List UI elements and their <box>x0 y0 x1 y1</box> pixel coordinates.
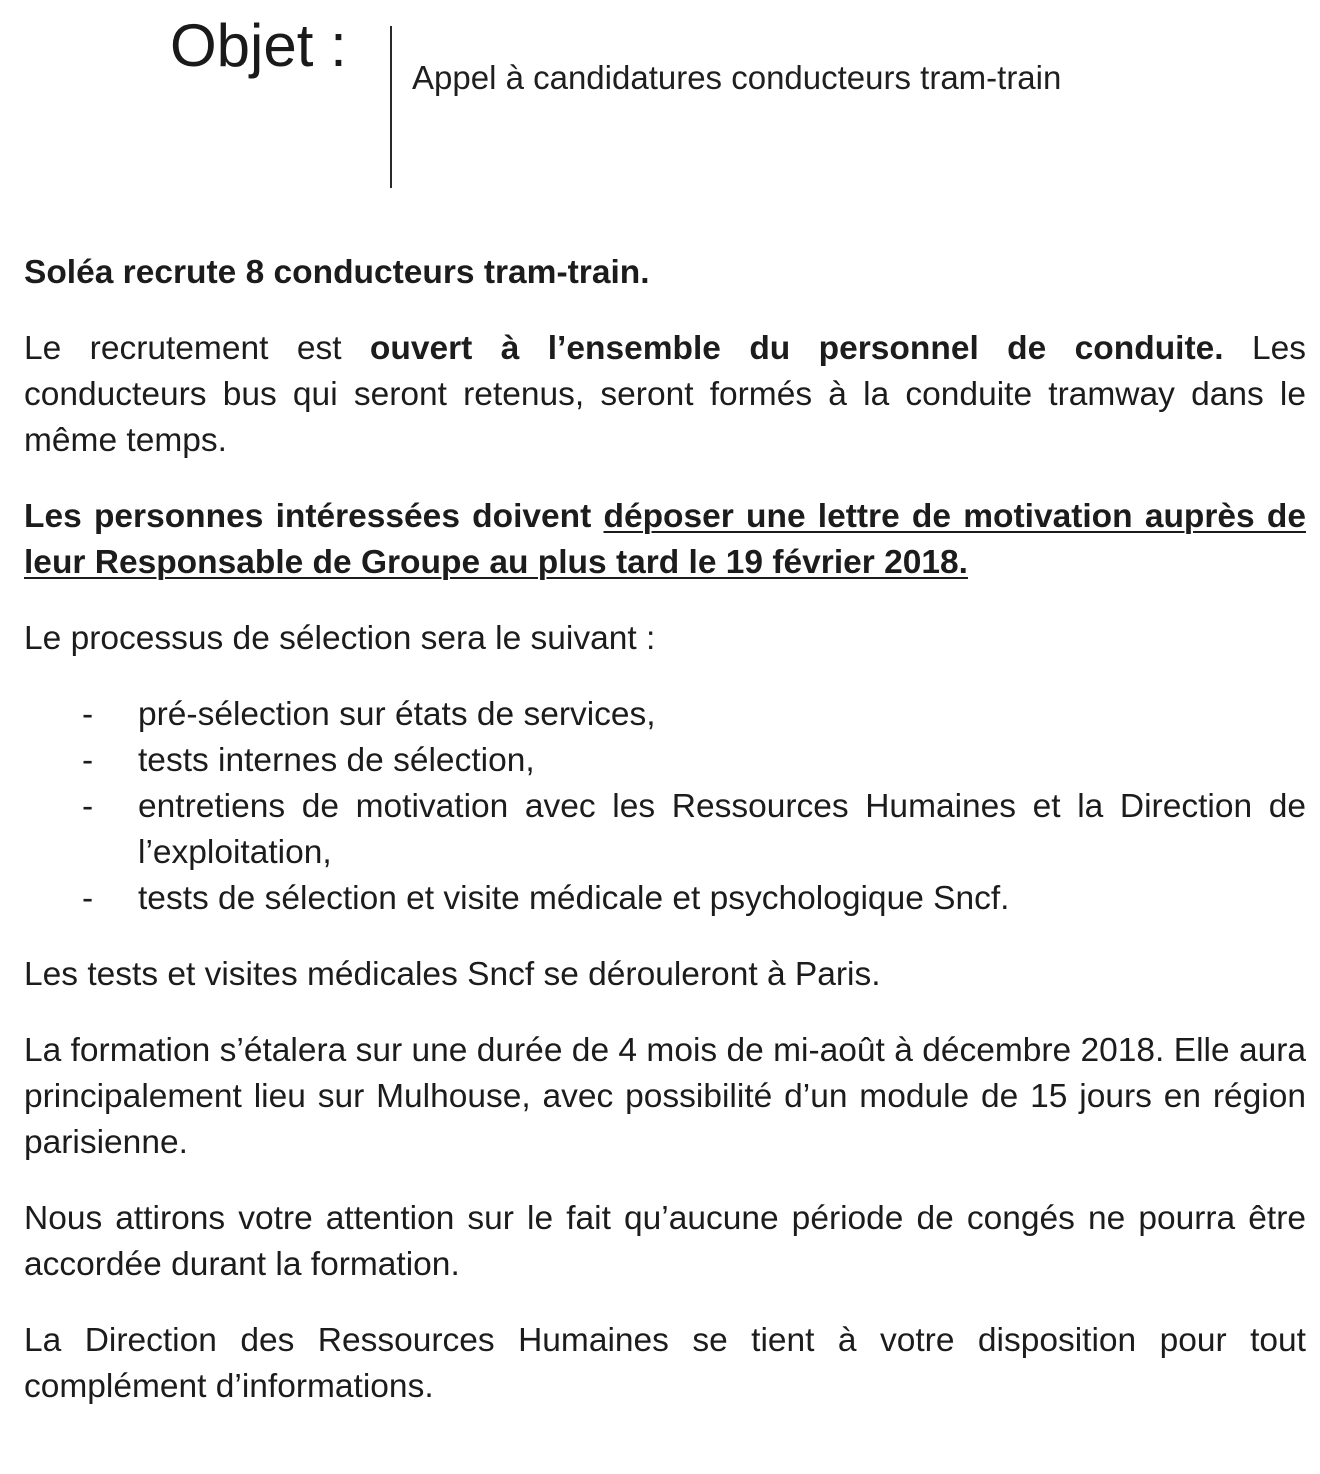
list-dash: - <box>82 788 94 825</box>
recruitment-paragraph <box>24 326 1306 464</box>
list-item-text: entretiens de motivation avec les Ressources Humaines et la Direction de l’exploitation, <box>138 788 1306 871</box>
objet-label: Objet : <box>170 12 347 79</box>
application-paragraph <box>24 494 1306 586</box>
list-item <box>24 738 1306 784</box>
contact-paragraph: La Direction des Ressources Humaines se tient à votre disposition pour tout complément d’informations. <box>24 1322 1306 1405</box>
list-item <box>24 692 1306 738</box>
list-item-text: tests de sélection et visite médicale et psychologique Sncf. <box>138 880 1010 917</box>
header-divider <box>390 26 392 188</box>
document-body <box>24 250 1306 1410</box>
list-dash: - <box>82 880 94 917</box>
objet-subject: Appel à candidatures conducteurs tram-train <box>412 59 1062 96</box>
list-item-text: tests internes de sélection, <box>138 742 535 779</box>
process-intro: Le processus de sélection sera le suivant : <box>24 620 656 657</box>
list-item-text: pré-sélection sur états de services, <box>138 696 656 733</box>
headline-paragraph: Soléa recrute 8 conducteurs tram-train. <box>24 254 650 291</box>
training-paragraph: La formation s’étalera sur une durée de 4 mois de mi-août à décembre 2018. Elle aura principalement lieu sur Mulhouse, avec possibilité d’un module de 15 jours en région parisienne. <box>24 1032 1306 1161</box>
application-deadline: déposer une lettre de motivation auprès de leur Responsable de Groupe au plus tard le 19 février 2018. <box>24 498 1306 581</box>
recruitment-text-start: Le recrutement est <box>24 330 370 367</box>
document-header <box>0 0 1320 200</box>
list-dash: - <box>82 742 94 779</box>
leave-notice-paragraph: Nous attirons votre attention sur le fait qu’aucune période de congés ne pourra être accordée durant la formation. <box>24 1200 1306 1283</box>
application-text-start: Les personnes intéressées doivent <box>24 498 604 535</box>
selection-steps-list <box>24 692 1306 922</box>
list-dash: - <box>82 696 94 733</box>
tests-location-paragraph: Les tests et visites médicales Sncf se dérouleront à Paris. <box>24 956 881 993</box>
recruitment-text-end: Les conducteurs bus qui seront retenus, seront formés à la conduite tramway dans le même temps. <box>24 330 1306 459</box>
recruitment-text-bold: ouvert à l’ensemble du personnel de conduite. <box>369 330 1224 367</box>
list-item <box>24 876 1306 922</box>
list-item <box>24 784 1306 876</box>
